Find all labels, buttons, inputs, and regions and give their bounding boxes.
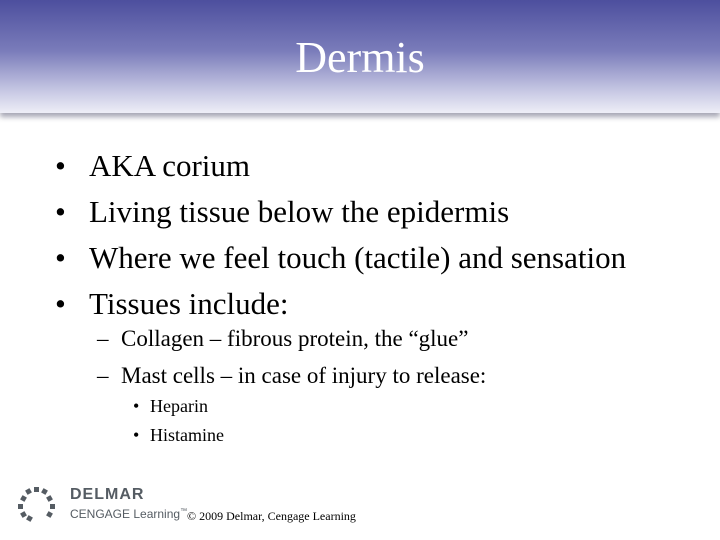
logo-wordmark-bottom xyxy=(70,504,187,522)
bullet-item xyxy=(55,189,626,235)
bullet-text: Living tissue below the epidermis xyxy=(89,194,510,229)
sub-sub-bullet-text: Heparin xyxy=(150,396,208,416)
bullet-text: AKA corium xyxy=(89,148,251,183)
bullet-marker: • xyxy=(133,396,140,416)
bullet-text: Where we feel touch (tactile) and sensation xyxy=(89,240,627,275)
sub-bullet-list xyxy=(97,320,486,394)
dash-marker: – xyxy=(97,363,109,388)
slide-title: Dermis xyxy=(295,33,425,82)
sub-sub-bullet-text: Histamine xyxy=(150,425,224,445)
sub-sub-bullet-item xyxy=(133,392,224,421)
bullet-marker: • xyxy=(55,286,66,321)
sub-bullet-item xyxy=(97,320,486,357)
bullet-item xyxy=(55,235,626,281)
sub-sub-bullet-item xyxy=(133,421,224,450)
logo-wordmark-top: DELMAR xyxy=(70,486,145,503)
logo-wordmark-bottom-text: CENGAGE Learning xyxy=(70,507,181,521)
bullet-item xyxy=(55,143,626,189)
sub-bullet-text: Collagen – fibrous protein, the “glue” xyxy=(121,326,469,351)
bullet-marker: • xyxy=(55,148,66,183)
bullet-list xyxy=(55,143,626,327)
trademark-symbol: ™ xyxy=(180,508,188,515)
bullet-marker: • xyxy=(55,194,66,229)
bullet-marker: • xyxy=(133,425,140,445)
bullet-text: Tissues include: xyxy=(89,286,289,321)
sub-sub-bullet-list xyxy=(133,392,224,450)
dash-marker: – xyxy=(97,326,109,351)
sub-bullet-text: Mast cells – in case of injury to release: xyxy=(121,363,487,388)
delmar-cengage-logo xyxy=(12,484,188,524)
title-banner xyxy=(0,0,720,113)
sub-bullet-item xyxy=(97,357,486,394)
bullet-marker: • xyxy=(55,240,66,275)
copyright-notice: © 2009 Delmar, Cengage Learning xyxy=(187,509,356,523)
delmar-logo-icon xyxy=(16,486,56,522)
